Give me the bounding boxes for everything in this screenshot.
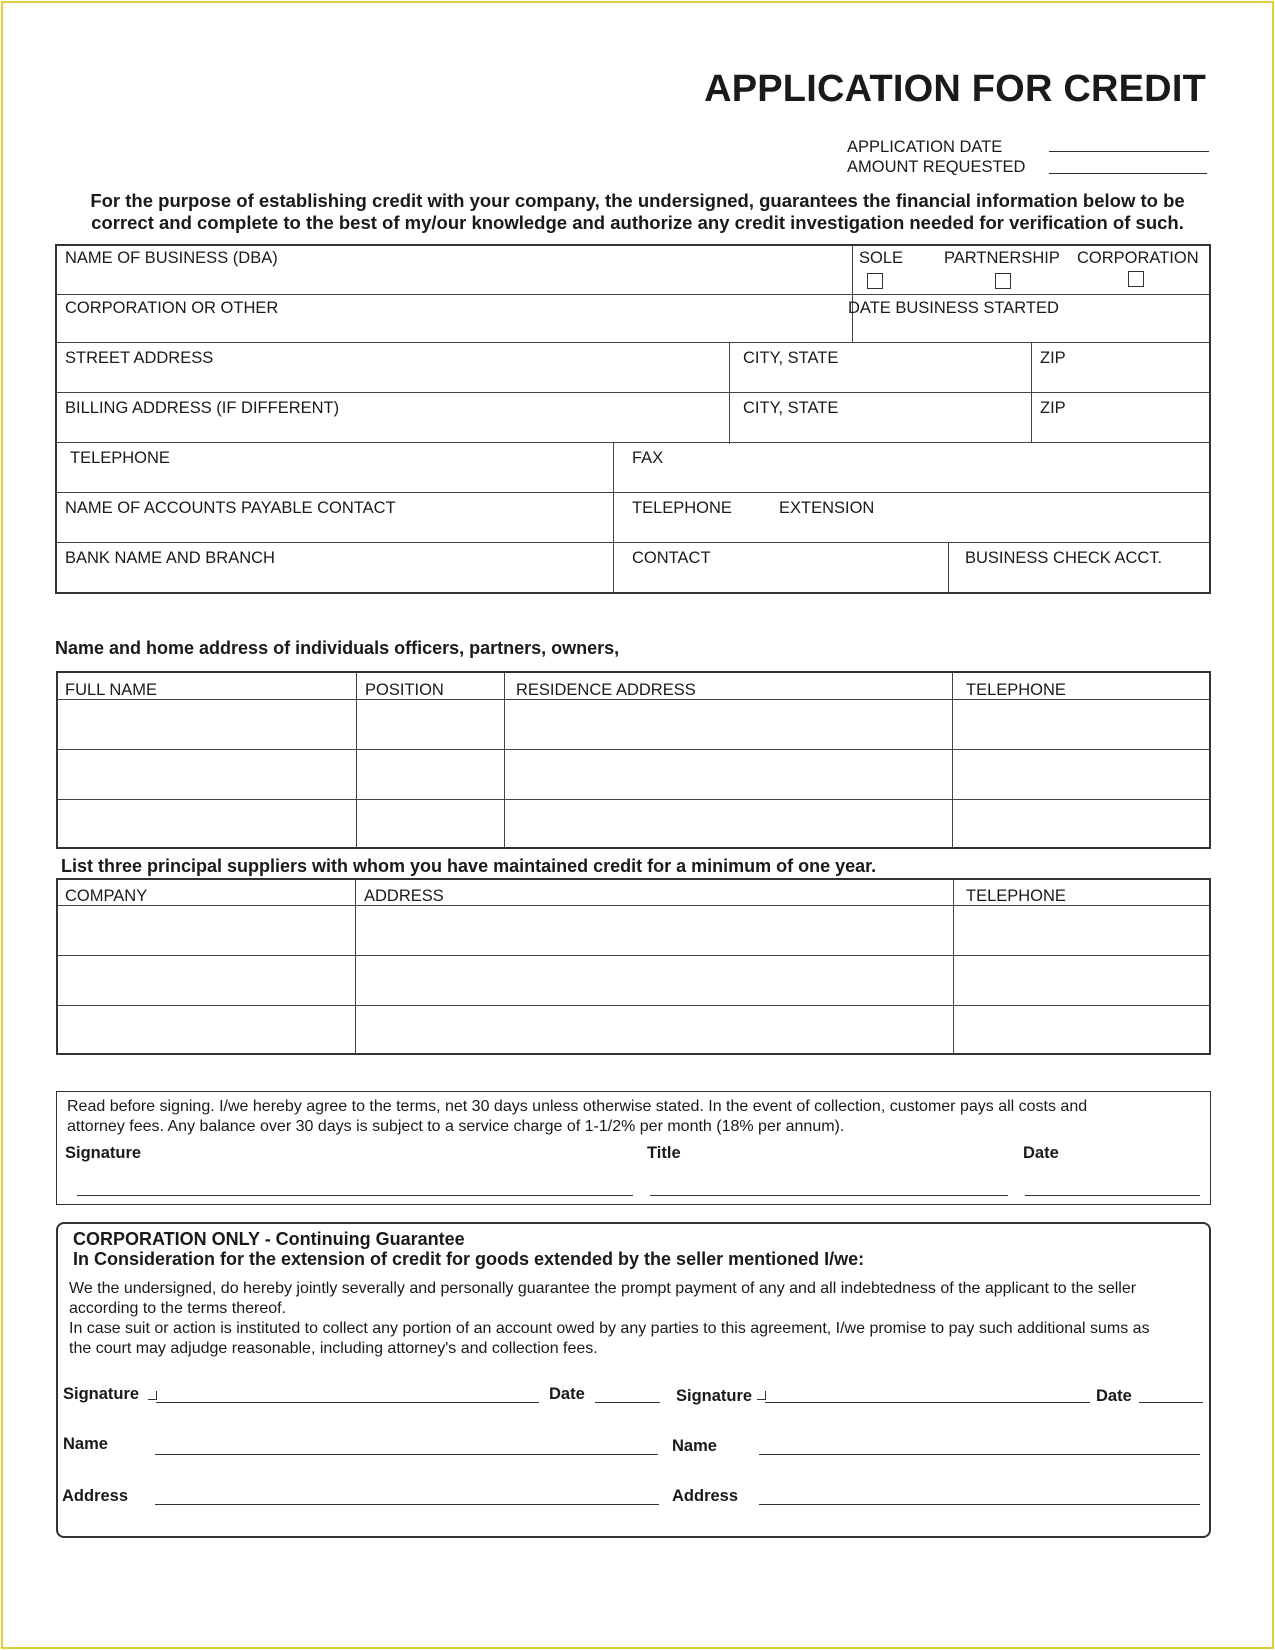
signature-marker-icon — [148, 1391, 157, 1400]
contact-label: CONTACT — [632, 549, 711, 567]
application-date-field[interactable] — [1049, 151, 1209, 152]
intro-line-1: For the purpose of establishing credit with your company, the undersigned, guarantees the financial information below to be — [90, 190, 1185, 211]
suppliers-col-address: ADDRESS — [364, 887, 444, 905]
application-date-label: APPLICATION DATE — [847, 138, 1003, 156]
guarantee-heading-1: CORPORATION ONLY - Continuing Guarantee — [73, 1229, 465, 1249]
guarantee-date-label-2: Date — [1096, 1387, 1132, 1405]
billing-address-label: BILLING ADDRESS (IF DIFFERENT) — [65, 399, 340, 417]
guarantee-date-label: Date — [549, 1385, 585, 1403]
terms-date-field[interactable] — [1025, 1195, 1200, 1196]
guarantee-name-label-2: Name — [672, 1437, 717, 1455]
suppliers-col-telephone: TELEPHONE — [966, 887, 1066, 905]
corporation-checkbox[interactable] — [1128, 271, 1144, 287]
date-business-started-label: DATE BUSINESS STARTED — [848, 299, 1059, 317]
guarantee-address-label-2: Address — [672, 1487, 739, 1505]
guarantee-heading-2: In Consideration for the extension of credit for goods extended by the seller mentioned I/we: — [73, 1249, 865, 1269]
guarantee-para-1a: We the undersigned, do hereby jointly severally and personally guarantee the prompt payment of any and all indebtedness of the applicant to the seller — [69, 1280, 1137, 1297]
officers-col-residence: RESIDENCE ADDRESS — [516, 681, 696, 699]
partnership-label: PARTNERSHIP — [944, 249, 1060, 267]
guarantee-name-field-2[interactable] — [759, 1454, 1200, 1455]
suppliers-col-company: COMPANY — [65, 887, 148, 905]
corporation-label: CORPORATION — [1077, 249, 1199, 267]
guarantee-date-field-2[interactable] — [1139, 1402, 1203, 1403]
officers-heading: Name and home address of individuals officers, partners, owners, — [55, 638, 620, 658]
guarantee-address-field[interactable] — [155, 1504, 659, 1505]
ap-contact-label: NAME OF ACCOUNTS PAYABLE CONTACT — [65, 499, 396, 517]
billing-city-state-label: CITY, STATE — [743, 399, 839, 417]
terms-line-2: attorney fees. Any balance over 30 days is subject to a service charge of 1-1/2% per month (18% per annum). — [67, 1118, 845, 1135]
guarantee-name-field[interactable] — [155, 1454, 658, 1455]
guarantee-address-field-2[interactable] — [759, 1504, 1200, 1505]
page-title: APPLICATION FOR CREDIT — [704, 68, 1206, 110]
check-acct-label: BUSINESS CHECK ACCT. — [965, 549, 1163, 567]
amount-requested-label: AMOUNT REQUESTED — [847, 158, 1026, 176]
amount-requested-field[interactable] — [1049, 173, 1207, 174]
terms-date-label: Date — [1023, 1144, 1059, 1162]
billing-zip-label: ZIP — [1040, 399, 1066, 417]
guarantee-address-label: Address — [62, 1487, 129, 1505]
signature-marker-icon-2 — [757, 1391, 766, 1400]
guarantee-para-1b: according to the terms thereof. — [69, 1300, 286, 1317]
corporation-other-label: CORPORATION OR OTHER — [65, 299, 279, 317]
terms-signature-field[interactable] — [77, 1195, 633, 1196]
city-state-label: CITY, STATE — [743, 349, 839, 367]
intro-text — [60, 190, 1215, 234]
terms-title-label: Title — [647, 1144, 681, 1162]
guarantee-name-label: Name — [63, 1435, 108, 1453]
guarantee-signature-label-2: Signature — [676, 1387, 753, 1405]
guarantee-signature-field[interactable] — [156, 1402, 539, 1403]
guarantee-para-2b: the court may adjudge reasonable, including attorney's and collection fees. — [69, 1340, 598, 1357]
extension-label: EXTENSION — [779, 499, 875, 517]
partnership-checkbox[interactable] — [995, 273, 1011, 289]
officers-col-position: POSITION — [365, 681, 444, 699]
zip-label: ZIP — [1040, 349, 1066, 367]
guarantee-signature-field-2[interactable] — [765, 1402, 1090, 1403]
officers-col-full-name: FULL NAME — [65, 681, 157, 699]
sole-label: SOLE — [859, 249, 904, 267]
terms-line-1: Read before signing. I/we hereby agree to the terms, net 30 days unless otherwise stated. In the event of collection, customer pays all costs and — [67, 1098, 1088, 1115]
terms-signature-label: Signature — [65, 1144, 142, 1162]
guarantee-date-field[interactable] — [595, 1402, 660, 1403]
suppliers-heading: List three principal suppliers with whom you have maintained credit for a minimum of one year. — [61, 856, 877, 876]
guarantee-signature-label: Signature — [63, 1385, 140, 1403]
guarantee-para-2a: In case suit or action is instituted to collect any portion of an account owed by any parties to this agreement, I/we promise to pay such additional sums as — [69, 1320, 1150, 1337]
street-address-label: STREET ADDRESS — [65, 349, 214, 367]
ap-telephone-label: TELEPHONE — [632, 499, 732, 517]
business-name-label: NAME OF BUSINESS (DBA) — [65, 249, 278, 267]
intro-line-2: correct and complete to the best of my/our knowledge and authorize any credit investigation needed for verification of such. — [91, 212, 1184, 233]
fax-label: FAX — [632, 449, 664, 467]
sole-checkbox[interactable] — [867, 273, 883, 289]
telephone-label: TELEPHONE — [70, 449, 170, 467]
officers-col-telephone: TELEPHONE — [966, 681, 1066, 699]
bank-label: BANK NAME AND BRANCH — [65, 549, 275, 567]
terms-title-field[interactable] — [650, 1195, 1008, 1196]
